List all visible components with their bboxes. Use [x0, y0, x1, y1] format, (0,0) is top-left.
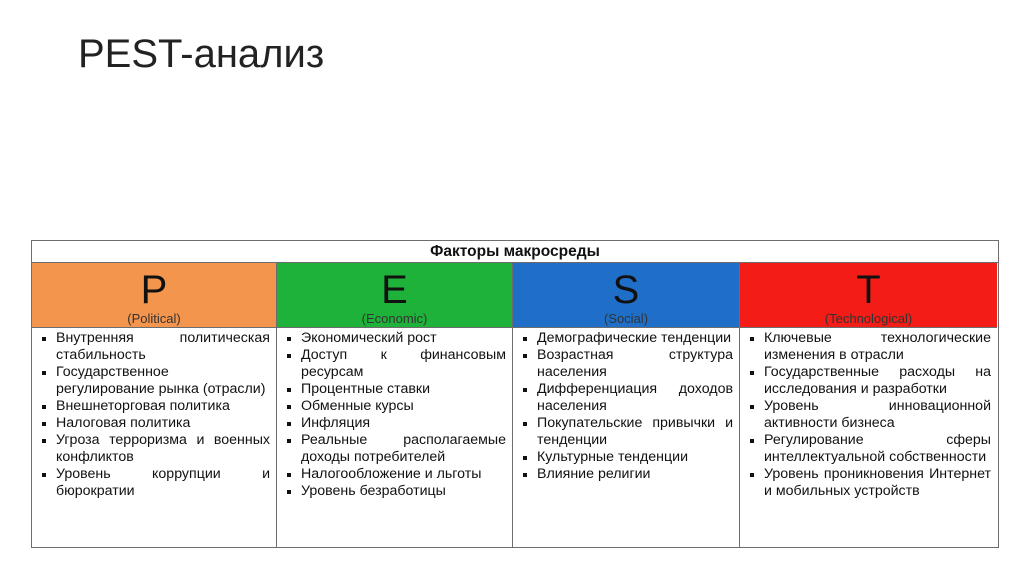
- factor-item: Реальные располагаемые доходы потребителей: [287, 432, 506, 466]
- factor-item: Государственные расходы на исследования и разработки: [750, 364, 991, 398]
- factor-item: Влияние религии: [523, 466, 733, 483]
- column-letter-p: P: [140, 268, 168, 312]
- column-head-political: [32, 263, 276, 328]
- column-subtitle-economic: (Economic): [361, 311, 428, 326]
- factor-item: Процентные ставки: [287, 381, 506, 398]
- table-header: Факторы макросреды: [32, 241, 998, 263]
- factor-item: Обменные курсы: [287, 398, 506, 415]
- factor-list-political: [42, 330, 270, 500]
- column-head-technological: [740, 263, 997, 328]
- factor-item: Уровень проникновения Интернет и мобильных устройств: [750, 466, 991, 500]
- factor-item: Культурные тенденции: [523, 449, 733, 466]
- column-body-technological: [740, 328, 997, 547]
- factor-item: Регулирование сферы интеллектуальной собственности: [750, 432, 991, 466]
- column-body-social: [513, 328, 739, 547]
- factor-item: Угроза терроризма и военных конфликтов: [42, 432, 270, 466]
- column-body-economic: [277, 328, 512, 547]
- column-body-political: [32, 328, 276, 547]
- table-columns: [32, 263, 998, 547]
- column-letter-s: S: [612, 268, 640, 312]
- column-letter-e: E: [381, 268, 408, 312]
- factor-item: Демографические тенденции: [523, 330, 733, 347]
- factor-list-social: [523, 330, 733, 483]
- column-letter-t: T: [856, 268, 881, 312]
- factor-item: Инфляция: [287, 415, 506, 432]
- column-political: [32, 263, 277, 547]
- factor-item: Внешнеторговая политика: [42, 398, 270, 415]
- slide-title: PEST-анализ: [78, 32, 325, 76]
- factor-item: Ключевые технологические изменения в отрасли: [750, 330, 991, 364]
- column-head-social: [513, 263, 739, 328]
- factor-item: Уровень инновационной активности бизнеса: [750, 398, 991, 432]
- factor-item: Налогообложение и льготы: [287, 466, 506, 483]
- factor-item: Возрастная структура населения: [523, 347, 733, 381]
- column-economic: [277, 263, 513, 547]
- factor-item: Экономический рост: [287, 330, 506, 347]
- factor-item: Государственное регулирование рынка (отрасли): [42, 364, 270, 398]
- factor-item: Дифференциация доходов населения: [523, 381, 733, 415]
- factor-list-economic: [287, 330, 506, 500]
- factor-item: Уровень коррупции и бюрократии: [42, 466, 270, 500]
- column-subtitle-social: (Social): [603, 311, 649, 326]
- column-head-economic: [277, 263, 512, 328]
- factor-item: Доступ к финансовым ресурсам: [287, 347, 506, 381]
- factor-item: Покупательские привычки и тенденции: [523, 415, 733, 449]
- factor-item: Внутренняя политическая стабильность: [42, 330, 270, 364]
- column-social: [513, 263, 740, 547]
- factor-item: Уровень безработицы: [287, 483, 506, 500]
- column-subtitle-technological: (Technological): [824, 311, 913, 326]
- pest-table: [31, 240, 999, 548]
- factor-item: Налоговая политика: [42, 415, 270, 432]
- factor-list-technological: [750, 330, 991, 500]
- column-technological: [740, 263, 997, 547]
- column-subtitle-political: (Political): [127, 311, 181, 326]
